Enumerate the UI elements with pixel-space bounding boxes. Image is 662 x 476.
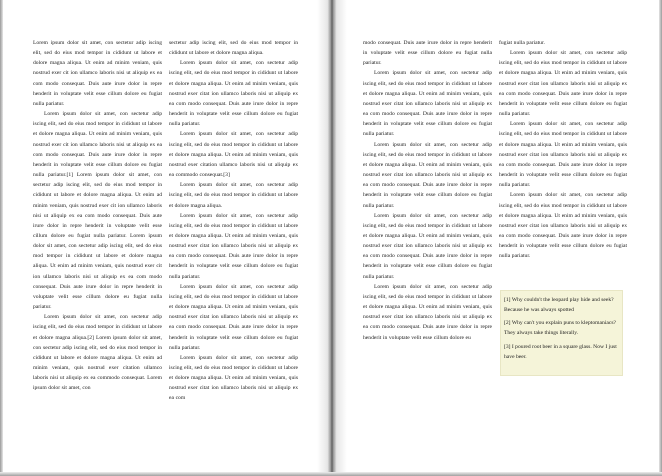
footnote[interactable]: [2] Why can't you explain puns to kleptomaniacs? They always take things literally. [504, 320, 616, 337]
paragraph: Lorem ipsum dolor sit amet, con sectetur adip iscing elit, sed do eius mod tempor in cididunt ut labore et dolore magna aliqua. Ut enim ad minim veniam, quis nostrud exer cit ion ullamco laboris nisi ut aliquip ex ea com modo consequat. Duis aute irure dolor in repre henderit in voluptate velit esse cillum dolore eu fugiat nulla pariatur. [33, 40, 162, 107]
paragraph: Lorem ipsum dolor sit amet, con sectetur adip iscing elit, sed do eius mod tempor in cididunt ut labore et dolore magna aliqua. Ut enim ad minim veniam, quis nostrud exer citat ion ullamco laboris nisi ut aliquip ex ea com modo consequat. Duis aute irure dolor in repre henderit in voluptate velit esse cillum dolore eu fugiat nulla pariatur. [363, 212, 492, 280]
right-page [331, 0, 662, 476]
paragraph: Lorem ipsum dolor sit amet, con sectetur adip iscing elit, sed do eius mod tempor in cididunt ut labore et dolore magna aliqua. Ut enim ad minim veniam, quis nostrud exer citat ion ullamco laboris nisi ut aliquip ex ea com modo consequat. Duis aute irure dolor in repre henderit in voluptate velit esse cillum dolore eu fugiat nulla pariatur. [169, 212, 298, 280]
paragraph: Lorem ipsum dolor sit amet, con sectetur adip iscing elit, sed do eius mod tempor in cididunt ut labore et dolore magna aliqua. Ut enim ad minim veniam, quis nostrud exer citat ion ullamco laboris nisi ut aliquip ex ea com modo consequat. Duis aute irure dolor in repre henderit in voluptate velit esse cillum dolore eu fugiat nulla pariatur. [499, 50, 627, 118]
paragraph: sectetur adip iscing elit, sed do eius mod tempor in cididunt ut labore et dolore magna aliqua. [169, 40, 298, 57]
paragraph: Lorem ipsum dolor sit amet, con sectetur adip iscing elit, sed do eius mod tempor in cididunt ut labore et dolore magna aliqua. Ut enim ad minim veniam, quis nostrud exer cit ion ullamco laboris nisi ut aliquip ex ea com modo consequat. Duis aute irure dolor in repre henderit in voluptate velit esse cillum dolore eu fugiat nulla pariatur.[1] Lorem ipsum dolor sit amet, con sectetur adip iscing elit, sed do eius mod tempor in cididunt ut labore et dolore magna aliqua. Ut enim ad minim veniam, quis nostrud exer cit ion ullamco laboris nisi ut aliquip ex ea com modo consequat. Duis aute irure dolor in repre henderit in voluptate velit esse cillum dolore eu fugiat nulla pariatur. Lorem ipsum dolor sit amet, con sectetur adip iscing elit, sed do eius mod tempor in cididunt ut labore et dolore magna aliqua. Ut enim ad minim veniam, quis nostrud exer cit ion ullamco laboris nisi ut aliquip ex ea com modo consequat. Duis aute irure dolor in repre henderit in voluptate velit esse cillum dolore eu fugiat nulla pariatur. [33, 111, 162, 311]
page-edge-left [0, 0, 3, 476]
page-edge-bottom [0, 472, 662, 476]
paragraph: Lorem ipsum dolor sit amet, con sectetur adip iscing elit, sed do eius mod tempor in cididunt ut labore et dolore magna aliqua. Ut enim ad minim veniam, quis nostrud exer citat ion ullamco laboris nisi ut aliquip ex ea com modo consequat. Duis aute irure dolor in repre henderit in voluptate velit esse cillum dolore eu fugiat nulla pariatur. [499, 121, 627, 189]
paragraph: Lorem ipsum dolor sit amet, con sectetur adip iscing elit, sed do eius mod tempor in cididunt ut labore et dolore magna aliqua. Ut enim ad minim veniam, quis nostrud exer citat ion ullamco laboris nisi ut aliquip ex ea com modo consequat. Duis aute irure dolor in repre henderit in voluptate velit esse cillum dolore eu [363, 283, 492, 341]
paragraph: Lorem ipsum dolor sit amet, con sectetur adip iscing elit, sed do eius mod tempor in cididunt ut labore et dolore magna aliqua.[2] Lorem ipsum dolor sit amet, con sectetur adip iscing elit, sed do eius mod tempor in cididunt ut labore et dolore magna aliqua. Ut enim ad minim veniam, quis nostrud exer citation ullamco laboris nisi ut aliquip ex ea commodo consequat. Lorem ipsum dolor sit amet, con [33, 314, 162, 392]
paragraph: Lorem ipsum dolor sit amet, con sectetur adip iscing elit, sed do eius mod tempor in cididunt ut labore et dolore magna aliqua. Ut enim ad minim veniam, quis nostrud exer citat ion ullamco laboris nisi ut aliquip ex ea com [169, 354, 298, 402]
paragraph: Lorem ipsum dolor sit amet, con sectetur adip iscing elit, sed do eius mod tempor in cididunt ut labore et dolore magna aliqua. Ut enim ad minim veniam, quis nostrud exer citat ion ullamco laboris nisi ut aliquip ex ea com modo consequat. Duis aute irure dolor in repre henderit in voluptate velit esse cillum dolore eu fugiat nulla pariatur. [169, 60, 298, 128]
paragraph: Lorem ipsum dolor sit amet, con sectetur adip iscing elit, sed do eius mod tempor in cididunt ut labore et dolore magna aliqua. Ut enim ad minim veniam, quis nostrud exer citat ion ullamco laboris nisi ut aliquip ex ea com modo consequat. Duis aute irure dolor in repre henderit in voluptate velit esse cillum dolore eu fugiat nulla pariatur. [499, 192, 627, 260]
footnote[interactable]: [1] Why couldn't the leopard play hide and seek? Because he was always spotted [504, 297, 614, 314]
left-column-2 [169, 38, 298, 438]
right-column-1 [363, 38, 492, 438]
footnote[interactable]: [3] I poured root beer in a square glass. Now I just have beer. [504, 343, 617, 360]
paragraph: Lorem ipsum dolor sit amet, con sectetur adip iscing elit, sed do eius mod tempor in cididunt ut labore et dolore magna aliqua. [169, 182, 298, 209]
paragraph: Lorem ipsum dolor sit amet, con sectetur adip iscing elit, sed do eius mod tempor in cididunt ut labore et dolore magna aliqua. Ut enim ad minim veniam, quis nostrud exer citat ion ullamco laboris nisi ut aliquip ex ea com modo consequat. Duis aute irure dolor in repre henderit in voluptate velit esse cillum dolore eu fugiat nulla pariatur. [363, 141, 492, 209]
paragraph: Lorem ipsum dolor sit amet, con sectetur adip iscing elit, sed do eius mod tempor in cididunt ut labore et dolore magna aliqua. Ut enim ad minim veniam, quis nostrud exer citation ullamco laboris nisi ut aliquip ex ea commodo consequat.[3] [169, 131, 298, 179]
paragraph: modo consequat. Duis aute irure dolor in repre henderit in voluptate velit esse cillum dolore eu fugiat nulla pariatur. [363, 40, 492, 67]
paragraph: Lorem ipsum dolor sit amet, con sectetur adip iscing elit, sed do eius mod tempor in cididunt ut labore et dolore magna aliqua. Ut enim ad minim veniam, quis nostrud exer citat ion ullamco laboris nisi ut aliquip ex ea com modo consequat. Duis aute irure dolor in repre henderit in voluptate velit esse cillum dolore eu fugiat nulla pariatur. [363, 70, 492, 138]
paragraph: fugiat nulla pariatur. [499, 40, 545, 46]
footnotes-box [500, 290, 623, 376]
left-column-1 [33, 38, 162, 438]
paragraph: Lorem ipsum dolor sit amet, con sectetur adip iscing elit, sed do eius mod tempor in cididunt ut labore et dolore magna aliqua. Ut enim ad minim veniam, quis nostrud exer citat ion ullamco laboris nisi ut aliquip ex ea com modo consequat. Duis aute irure dolor in repre henderit in voluptate velit esse cillum dolore eu fugiat nulla pariatur. [169, 283, 298, 351]
right-column-2 [499, 38, 627, 292]
